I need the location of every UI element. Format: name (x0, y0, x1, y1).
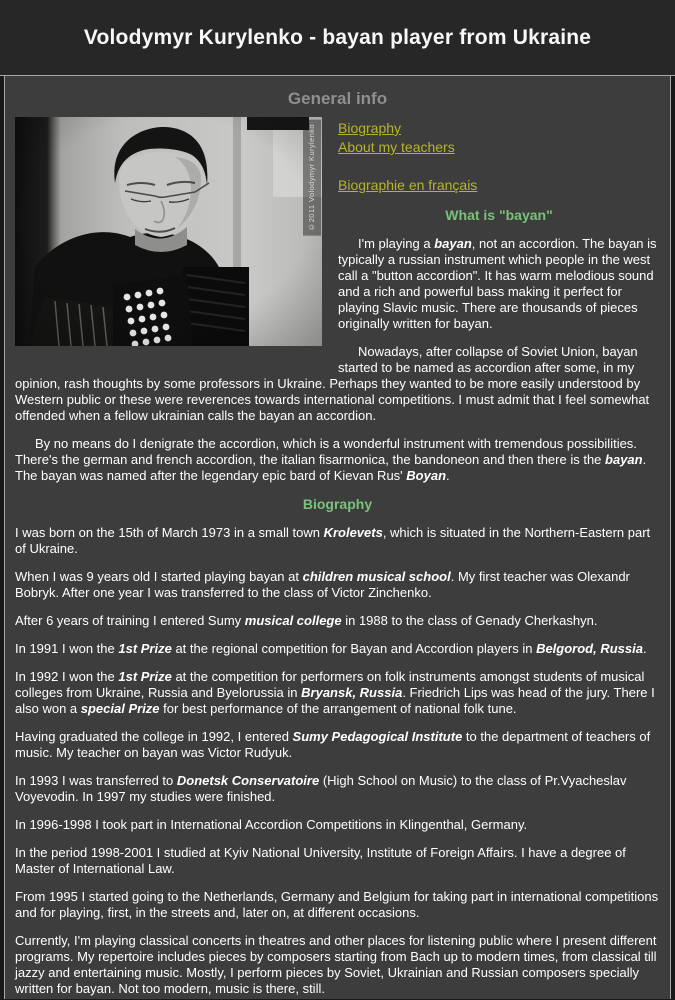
bio-paragraph-8: In 1996-1998 I took part in International Accordion Competitions in Klingenthal, Germany. (15, 817, 528, 832)
bio-paragraph-11: Currently, I'm playing classical concerts in theatres and other places for listening public where I present different programs. My repertoire includes pieces by composers starting from Bach up to modern times, from classical till jazzy and entertaining music. Mostly, I perform pieces by Soviet, Ukrainian and Russian composers specially written for bayan. Not too modern, music is there, still. (15, 933, 657, 996)
what-is-bayan-heading: What is "bayan" (445, 207, 553, 223)
link-about-my-teachers[interactable]: About my teachers (338, 139, 455, 155)
bio-paragraph-7: In 1993 I was transferred to Donetsk Conservatoire (High School on Music) to the class of Pr.Vyacheslav Voyevodin. In 1997 my studies were finished. (15, 773, 627, 804)
bio-paragraph-1: I was born on the 15th of March 1973 in a small town Krolevets, which is situated in the Northern-Eastern part of Ukraine. (15, 525, 651, 556)
link-biography[interactable]: Biography (338, 120, 402, 136)
bio-paragraph-9: In the period 1998-2001 I studied at Kyiv National University, Institute of Foreign Affairs. I have a degree of Master of International Law. (15, 845, 626, 876)
link-biographie-en-francais[interactable]: Biographie en français (338, 177, 478, 193)
biography-heading: Biography (302, 496, 373, 512)
content-panel (4, 76, 671, 999)
bio-paragraph-3: After 6 years of training I entered Sumy musical college in 1988 to the class of Genady Cherkashyn. (15, 613, 598, 628)
bio-paragraph-10: From 1995 I started going to the Netherlands, Germany and Belgium for taking part in international competitions and for playing, first, in the streets and, later on, at different occasions. (15, 889, 659, 920)
bio-paragraph-4: In 1991 I won the 1st Prize at the regional competition for Bayan and Accordion players in Belgorod, Russia. (15, 641, 647, 656)
bio-paragraph-5: In 1992 I won the 1st Prize at the competition for performers on folk instruments amongst students of musical colleges from Ukraine, Russia and Byelorussia in Bryansk, Russia. Friedrich Lips was head of the jury. There I also won a special Prize for best performance of the arrangement of national folk tune. (15, 669, 655, 716)
general-info-heading: General info (287, 89, 388, 108)
bayan-paragraph-3: By no means do I denigrate the accordion, which is a wonderful instrument with tremendous possibilities. There's the german and french accordion, the italian fisarmonica, the bandoneon and then there is the bayan. The bayan was named after the legendary epic bard of Kievan Rus' Boyan. (15, 436, 647, 483)
page-header (0, 0, 675, 76)
photo-credit: ©2011 Volodymyr Kurylenko (303, 120, 321, 236)
bayan-paragraph-1: I'm playing a bayan, not an accordion. The bayan is typically a russian instrument which people in the west call a "button accordion". It has warm melodious sound and a rich and powerful bass making it perfect for playing Slavic music. There are thousands of pieces originally written for bayan. (338, 236, 657, 331)
bayan-paragraph-2: Nowadays, after collapse of Soviet Union, bayan started to be named as accordion after some, in my opinion, rash thoughts by some professors in Ukraine. Perhaps they wanted to be more easily understood by Western public or these were reverences towards international competitions. I must admit that I feel somewhat offended when a fellow ukrainian calls the bayan an accordion. (15, 344, 650, 423)
portrait-photo (15, 117, 322, 346)
bayan-player-photo-art (15, 117, 322, 346)
bio-paragraph-6: Having graduated the college in 1992, I entered Sumy Pedagogical Institute to the department of teachers of music. My teacher on bayan was Victor Rudyuk. (15, 729, 651, 760)
page-title: Volodymyr Kurylenko - bayan player from Ukraine (83, 25, 592, 49)
bio-paragraph-2: When I was 9 years old I started playing bayan at children musical school. My first teacher was Olexandr Bobryk. After one year I was transferred to the class of Victor Zinchenko. (15, 569, 630, 600)
